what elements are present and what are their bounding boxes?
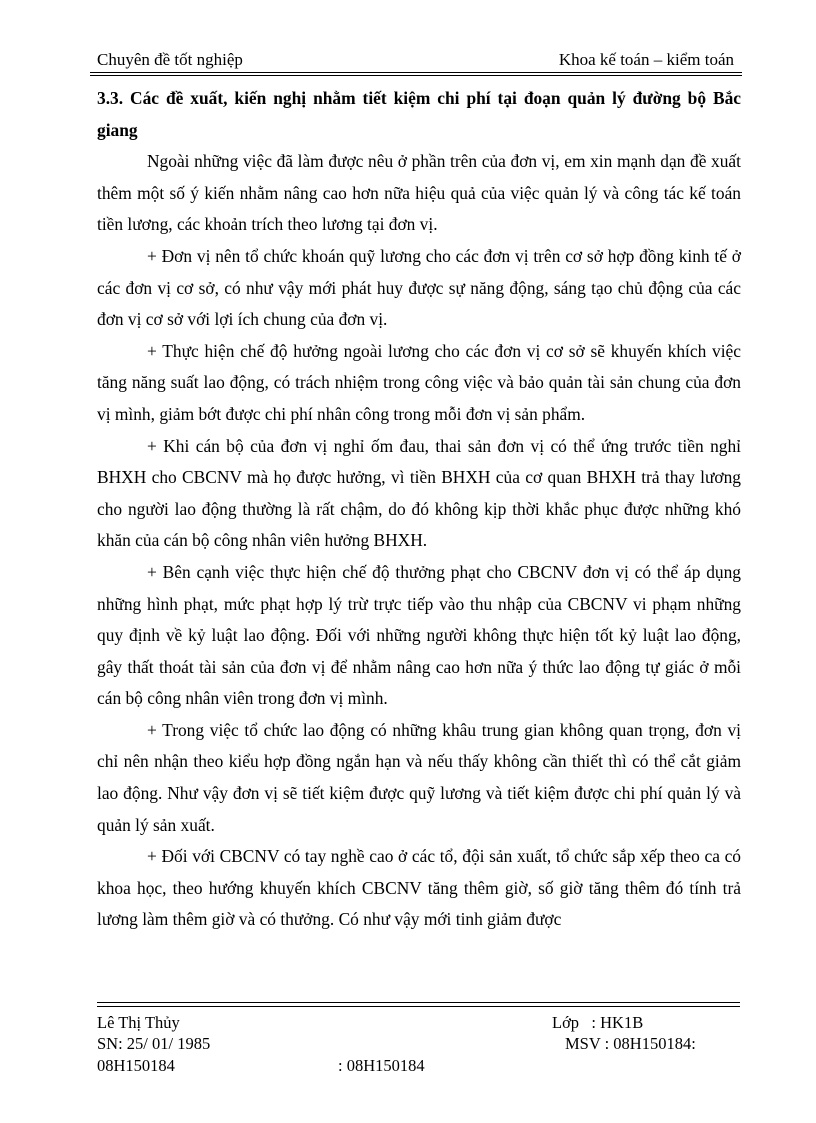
document-body: [97, 83, 741, 936]
paragraph-5: + Bên cạnh việc thực hiện chế độ thưởng phạt cho CBCNV đơn vị có thể áp dụng những hình phạt, mức phạt hợp lý trừ trực tiếp vào thu nhập của CBCNV vi phạm những quy định về kỷ luật lao động. Đối với những người không thực hiện tốt kỷ luật lao động, gây thất thoát tài sản của đơn vị để nhằm nâng cao hơn nữa ý thức lao động tự giác ở mỗi cán bộ công nhân viên trong đơn vị mình.: [97, 561, 741, 709]
footer-rule: [97, 1002, 740, 1003]
footer-class: Lớp : HK1B: [552, 1013, 644, 1032]
section-title: 3.3. Các đề xuất, kiến nghị nhằm tiết kiệm chi phí tại đoạn quản lý đường bộ Bắc giang: [97, 88, 741, 140]
header-right-text: Khoa kế toán – kiểm toán: [558, 50, 734, 69]
footer-code-2: : 08H150184: [338, 1056, 425, 1075]
paragraph-1: Ngoài những việc đã làm được nêu ở phần trên của đơn vị, em xin mạnh dạn đề xuất thêm một số ý kiến nhằm nâng cao hơn nữa hiệu quả của việc quản lý và công tác kế toán tiền lương, các khoản trích theo lương tại đơn vị.: [97, 151, 741, 235]
footer-rule-inner: [97, 1006, 740, 1007]
paragraph-4: + Khi cán bộ của đơn vị nghỉ ốm đau, thai sản đơn vị có thể ứng trước tiền nghỉ BHXH cho CBCNV mà họ được hưởng, vì tiền BHXH của cơ quan BHXH trả thay lương cho người lao động thường là rất chậm, do đó không kịp thời khắc phục được những khó khăn của cán bộ công nhân viên hưởng BHXH.: [97, 435, 741, 551]
header-rule-inner: [90, 75, 742, 76]
paragraph-7: + Đối với CBCNV có tay nghề cao ở các tổ, đội sản xuất, tổ chức sắp xếp theo ca có khoa học, theo hướng khuyến khích CBCNV tăng thêm giờ, số giờ tăng thêm đó tính trả lương làm thêm giờ và có thưởng. Có như vậy mới tinh giảm được: [97, 846, 741, 930]
paragraph-6: + Trong việc tổ chức lao động có những khâu trung gian không quan trọng, đơn vị chỉ nên nhận theo kiểu hợp đồng ngắn hạn và nếu thấy không cần thiết thì có thể cắt giảm lao động. Như vậy đơn vị sẽ tiết kiệm được quỹ lương và tiết kiệm được chi phí quản lý và quản lý sản xuất.: [97, 719, 741, 835]
paragraph-3: + Thực hiện chế độ hưởng ngoài lương cho các đơn vị cơ sở sẽ khuyến khích việc tăng năng suất lao động, có trách nhiệm trong công việc và bảo quản tài sản chung của đơn vị mình, giảm bớt được chi phí nhân công trong mỗi đơn vị sản phẩm.: [97, 340, 741, 424]
header-left-text: Chuyên đề tốt nghiệp: [97, 50, 243, 69]
footer-student-id: MSV : 08H150184:: [565, 1034, 696, 1053]
header-rule: [90, 72, 742, 73]
footer-author-name: Lê Thị Thủy: [97, 1013, 180, 1032]
page-header: [97, 48, 734, 72]
footer-dob: SN: 25/ 01/ 1985: [97, 1034, 211, 1053]
paragraph-2: + Đơn vị nên tổ chức khoán quỹ lương cho các đơn vị trên cơ sở hợp đồng kinh tế ở các đơn vị cơ sở, có như vậy mới phát huy được sự năng động, sáng tạo chủ động của các đơn vị cơ sở với lợi ích chung của đơn vị.: [97, 245, 741, 330]
footer-code-1: 08H150184: [97, 1056, 175, 1075]
